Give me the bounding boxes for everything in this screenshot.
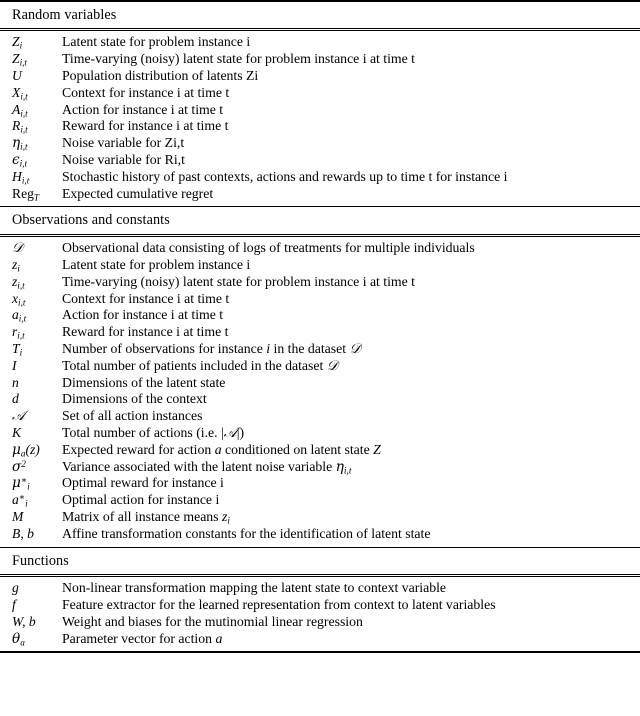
row-description: Reward for instance i at time t [62,324,229,340]
row-description: Context for instance i at time t [62,290,230,306]
section-header-observations-and-constants: Observations and constants [12,212,170,229]
section-rule-upper-3 [0,574,640,575]
row-symbol: I [12,357,17,373]
row-description: Dimensions of the context [62,391,207,407]
row-description: Optimal reward for instance i [62,475,224,491]
table-row [0,85,640,102]
table-row [0,186,640,203]
section-rows-observations-and-constants [0,237,640,546]
table-row [0,492,640,509]
row-description: Variance associated with the latent noise variable $\eta_{i,t}$ [62,458,352,476]
row-description: Reward for instance i at time t [62,118,229,134]
row-description: Weight and biases for the mutinomial linear regression [62,613,363,629]
table-bottom-rule [0,651,640,653]
row-symbol: M [12,508,24,524]
row-description: Action for instance i at time t [62,101,224,117]
table-row [0,580,640,597]
section-rule-upper-2 [0,234,640,235]
table-row [0,631,640,648]
table-row [0,169,640,186]
row-symbol: $x_{i,t}$ [12,290,26,307]
row-symbol: $a_{i,t}$ [12,307,27,324]
row-description: Stochastic history of past contexts, actions and rewards up to time t for instance i [62,168,508,184]
section-rows-random-variables [0,31,640,206]
row-symbol: $H_{i,t}$ [12,168,30,186]
row-symbol: $Z_i$ [12,34,23,51]
row-symbol: $\theta_a$ [12,630,25,648]
section-rule-upper-1 [0,28,640,29]
row-symbol: U [12,67,22,83]
row-symbol: d [12,391,19,407]
table-row [0,274,640,291]
row-description: Noise variable for Ri,t [62,151,185,167]
row-symbol: $\mu_a(z)$ [12,441,40,459]
row-symbol: 𝒜 [12,408,25,425]
table-row [0,341,640,358]
table-row [0,391,640,408]
row-description: Time-varying (noisy) latent state for problem instance i at time t [62,273,415,289]
table-row [0,51,640,68]
row-symbol: $A_{i,t}$ [12,101,28,118]
table-row [0,475,640,492]
row-description: Dimensions of the latent state [62,374,226,390]
row-symbol: $T_i$ [12,340,23,358]
table-row [0,307,640,324]
row-description: Affine transformation constants for the identification of latent state [62,525,431,541]
row-symbol: B, b [12,525,34,541]
row-description: Non-linear transformation mapping the latent state to context variable [62,580,447,596]
section-rows-functions [0,577,640,651]
table-row [0,408,640,425]
row-description: Latent state for problem instance i [62,34,251,50]
row-description: Observational data consisting of logs of treatments for multiple individuals [62,240,475,256]
row-symbol: $a^∗_i$ [12,491,28,509]
row-description: Optimal action for instance i [62,492,220,508]
table-row [0,257,640,274]
row-symbol: $X_{i,t}$ [12,84,28,102]
row-symbol: $z_i$ [12,256,20,274]
table-row [0,135,640,152]
row-description: Noise variable for Zi,t [62,135,185,151]
row-description: Set of all action instances [62,408,203,424]
table-row [0,614,640,631]
row-description: Expected reward for action a conditioned on latent state Z [62,441,381,457]
row-symbol: $z_{i,t}$ [12,273,25,291]
row-description: Parameter vector for action a [62,630,223,646]
table-row [0,240,640,257]
row-symbol: n [12,374,19,390]
table-row [0,459,640,476]
row-symbol: f [12,597,16,613]
row-symbol: K [12,424,22,440]
table-row [0,442,640,459]
table-row [0,375,640,392]
row-description: Expected cumulative regret [62,185,214,201]
row-description: Time-varying (noisy) latent state for problem instance i at time t [62,51,415,67]
row-symbol: $\epsilon_{i,t}$ [12,151,28,169]
table-row [0,118,640,135]
row-symbol: g [12,580,19,596]
row-symbol: Reg$_T$ [12,185,40,202]
row-description: Total number of actions (i.e. |𝒜|) [62,424,245,441]
row-description: Matrix of all instance means $z_i$ [62,508,230,527]
table-row [0,152,640,169]
row-symbol: $\eta_{i,t}$ [12,135,28,152]
table-row [0,102,640,119]
table-row [0,425,640,442]
section-header-functions: Functions [12,552,69,569]
table-row [0,509,640,526]
section-header-random-variables: Random variables [12,6,117,23]
table-row [0,597,640,614]
row-description: Latent state for problem instance i [62,256,251,272]
table-row [0,291,640,308]
row-symbol: $R_{i,t}$ [12,118,28,135]
row-description: Number of observations for instance i in the dataset 𝒟 [62,340,361,357]
row-description: Feature extractor for the learned representation from context to latent variables [62,597,496,613]
table-row [0,358,640,375]
row-description: Population distribution of latents Zi [62,67,259,83]
table-row [0,526,640,543]
table-row [0,34,640,51]
row-symbol: $\mu^∗_i$ [12,475,30,492]
row-description: Action for instance i at time t [62,307,224,323]
table-row [0,324,640,341]
row-symbol: $Z_{i,t}$ [12,51,28,68]
row-symbol: $r_{i,t}$ [12,324,25,341]
row-symbol: W, b [12,613,36,629]
row-description: Context for instance i at time t [62,84,230,100]
row-symbol: $\sigma^2$ [12,458,26,475]
row-symbol: 𝒟 [12,240,23,257]
table-row [0,68,640,85]
row-description: Total number of patients included in the dataset 𝒟 [62,357,338,374]
